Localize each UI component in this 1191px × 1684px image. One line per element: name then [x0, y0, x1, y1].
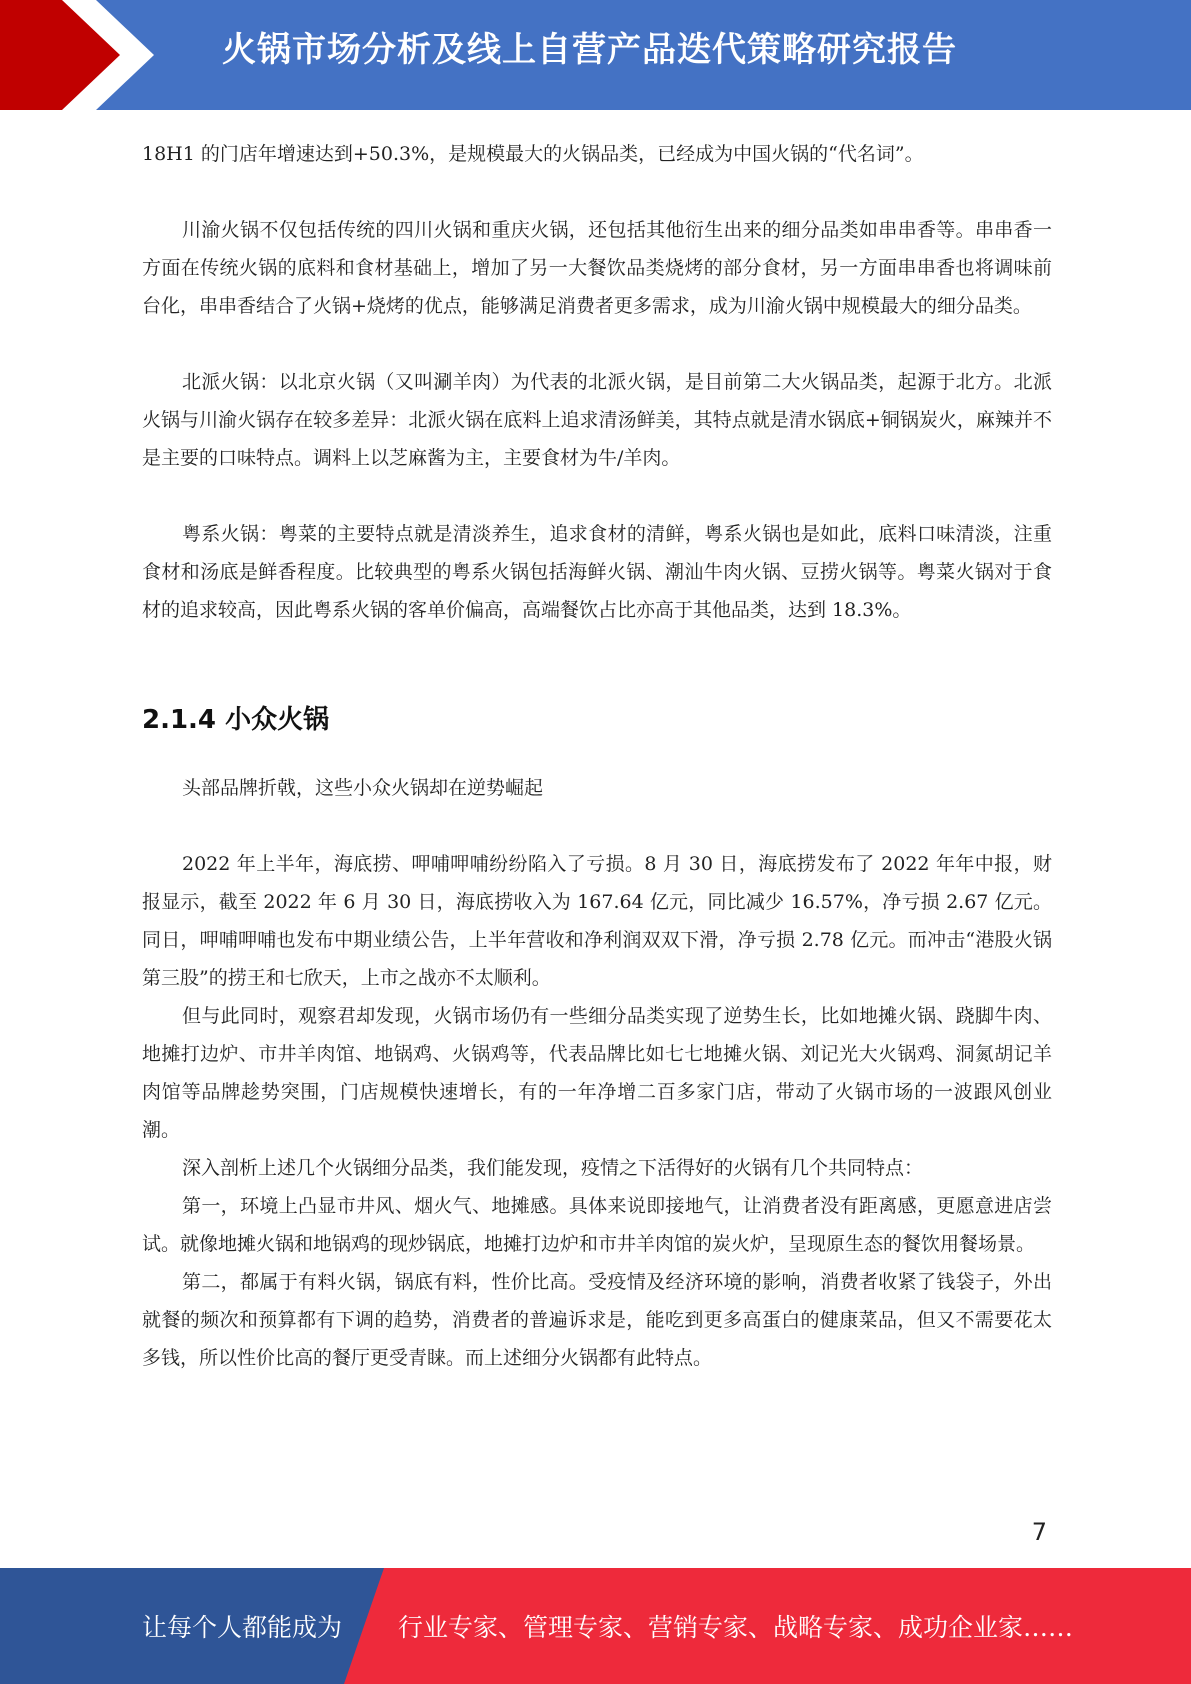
page-footer	[0, 1568, 1191, 1684]
section-heading: 2.1.4 小众火锅	[142, 705, 330, 735]
paragraph-chuanyu: 川渝火锅不仅包括传统的四川火锅和重庆火锅，还包括其他衍生出来的细分品类如串串香等。串串香一方面在传统火锅的底料和食材基础上，增加了另一大餐饮品类烧烤的部分食材，另一方面串串香也将调味前台化，串串香结合了火锅+烧烤的优点，能够满足消费者更多需求，成为川渝火锅中规模最大的细分品类。	[142, 219, 1052, 317]
paragraph-beipai: 北派火锅：以北京火锅（又叫涮羊肉）为代表的北派火锅，是目前第二大火锅品类，起源于北方。北派火锅与川渝火锅存在较多差异：北派火锅在底料上追求清汤鲜美，其特点就是清水锅底+铜锅炭火，麻辣并不是主要的口味特点。调料上以芝麻酱为主，主要食材为牛/羊肉。	[142, 371, 1052, 469]
page-number: 7	[1031, 1518, 1047, 1546]
footer-slogan-right: 行业专家、管理专家、营销专家、战略专家、成功企业家……	[398, 1613, 1074, 1642]
paragraph-trait-one: 第一，环境上凸显市井风、烟火气、地摊感。具体来说即接地气，让消费者没有距离感，更愿意进店尝试。就像地摊火锅和地锅鸡的现炒锅底，地摊打边炉和市井羊肉馆的炭火炉，呈现原生态的餐饮用餐场景。	[142, 1195, 1052, 1255]
main-content	[142, 135, 1052, 1377]
paragraph-trait-two: 第二，都属于有料火锅，锅底有料，性价比高。受疫情及经济环境的影响，消费者收紧了钱袋子，外出就餐的频次和预算都有下调的趋势，消费者的普遍诉求是，能吃到更多高蛋白的健康菜品，但又不需要花太多钱，所以性价比高的餐厅更受青睐。而上述细分火锅都有此特点。	[142, 1271, 1052, 1369]
report-title: 火锅市场分析及线上自营产品迭代策略研究报告	[222, 30, 957, 70]
paragraph-common-traits: 深入剖析上述几个火锅细分品类，我们能发现，疫情之下活得好的火锅有几个共同特点：	[182, 1157, 924, 1179]
paragraph-intro: 18H1 的门店年增速达到+50.3%，是规模最大的火锅品类，已经成为中国火锅的“代名词”。	[142, 143, 924, 165]
paragraph-subtitle: 头部品牌折戟，这些小众火锅却在逆势崛起	[182, 777, 544, 799]
page-header	[0, 0, 1191, 110]
footer-slogan-left: 让每个人都能成为	[142, 1613, 343, 1642]
paragraph-yuexi: 粤系火锅：粤菜的主要特点就是清淡养生，追求食材的清鲜，粤系火锅也是如此，底料口味清淡，注重食材和汤底是鲜香程度。比较典型的粤系火锅包括海鲜火锅、潮汕牛肉火锅、豆捞火锅等。粤菜火锅对于食材的追求较高，因此粤系火锅的客单价偏高，高端餐饮占比亦高于其他品类，达到 18.3%。	[142, 523, 1052, 621]
paragraph-losses: 2022 年上半年，海底捞、呷哺呷哺纷纷陷入了亏损。8 月 30 日，海底捞发布了 2022 年年中报，财报显示，截至 2022 年 6 月 30 日，海底捞收入为 167.64 亿元，同比减少 16.57%，净亏损 2.67 亿元。同日，呷哺呷哺也发布中期业绩公告，上半年营收和净利润双双下滑，净亏损 2.78 亿元。而冲击“港股火锅第三股”的捞王和七欣天，上市之战亦不太顺利。	[142, 853, 1052, 989]
paragraph-niche-growth: 但与此同时，观察君却发现，火锅市场仍有一些细分品类实现了逆势生长，比如地摊火锅、跷脚牛肉、地摊打边炉、市井羊肉馆、地锅鸡、火锅鸡等，代表品牌比如七七地摊火锅、刘记光大火锅鸡、洞氮胡记羊肉馆等品牌趁势突围，门店规模快速增长，有的一年净增二百多家门店，带动了火锅市场的一波跟风创业潮。	[142, 1005, 1052, 1141]
